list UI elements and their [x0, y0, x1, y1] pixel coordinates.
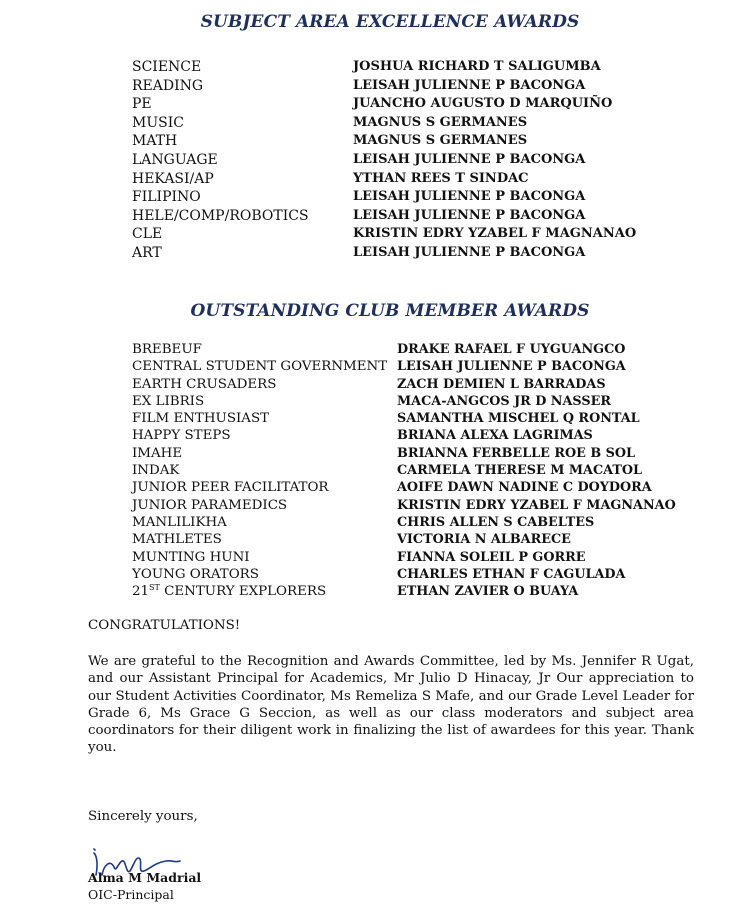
award-category: ART: [132, 244, 162, 261]
award-category: CENTRAL STUDENT GOVERNMENT: [132, 359, 388, 375]
club-awards-list: [132, 341, 732, 600]
award-category: HELE/COMP/ROBOTICS: [132, 207, 309, 224]
award-row: [132, 358, 732, 375]
award-row: [132, 114, 732, 133]
award-category: BREBEUF: [132, 342, 202, 357]
award-row: [132, 497, 732, 514]
awardee-name: FIANNA SOLEIL P GORRE: [397, 549, 586, 565]
closing-text: Sincerely yours,: [88, 809, 198, 824]
award-row: [132, 170, 732, 189]
award-row: [132, 244, 732, 263]
awardee-name: JOSHUA RICHARD T SALIGUMBA: [353, 59, 601, 74]
award-category: SCIENCE: [132, 59, 202, 75]
awardee-name: CARMELA THERESE M MACATOL: [397, 463, 643, 479]
signer-name: Alma M Madrial: [88, 870, 202, 885]
award-row: [132, 151, 732, 170]
award-row: [132, 514, 732, 531]
awardee-name: JUANCHO AUGUSTO D MARQUIÑO: [353, 96, 613, 112]
awardee-name: KRISTIN EDRY YZABEL F MAGNANAO: [353, 226, 637, 242]
award-category: YOUNG ORATORS: [132, 566, 259, 582]
award-category: MATH: [132, 133, 178, 150]
award-row: [132, 95, 732, 114]
awardee-name: AOIFE DAWN NADINE C DOYDORA: [397, 480, 652, 496]
awardee-name: LEISAH JULIENNE P BACONGA: [353, 77, 586, 93]
award-row: [132, 393, 732, 410]
awardee-name: MACA-ANGCOS JR D NASSER: [397, 393, 612, 409]
award-category: IMAHE: [132, 445, 183, 461]
award-row: [132, 445, 732, 462]
award-row: [132, 410, 732, 427]
award-row: [132, 188, 732, 207]
award-category: PE: [132, 96, 152, 113]
awardee-name: CHRIS ALLEN S CABELTES: [397, 514, 595, 530]
award-category: MATHLETES: [132, 532, 222, 548]
awardee-name: MAGNUS S GERMANES: [353, 133, 528, 149]
congratulations-text: CONGRATULATIONS!: [88, 618, 241, 633]
awardee-name: LEISAH JULIENNE P BACONGA: [353, 151, 586, 167]
signer-title: OIC-Principal: [88, 887, 174, 902]
award-category: READING: [132, 77, 204, 94]
award-category: FILM ENTHUSIAST: [132, 411, 270, 427]
award-category: JUNIOR PARAMEDICS: [132, 497, 288, 513]
awardee-name: ETHAN ZAVIER O BUAYA: [397, 584, 579, 600]
award-row: [132, 225, 732, 244]
award-category: MUSIC: [132, 114, 184, 131]
award-row: [132, 77, 732, 96]
award-category: INDAK: [132, 463, 180, 479]
awardee-name: LEISAH JULIENNE P BACONGA: [353, 244, 586, 260]
award-category: MUNTING HUNI: [132, 549, 250, 565]
award-row: [132, 462, 732, 479]
award-category: 21ST CENTURY EXPLORERS: [132, 583, 327, 600]
award-category: EARTH CRUSADERS: [132, 376, 277, 392]
award-category: LANGUAGE: [132, 151, 218, 168]
awardee-name: SAMANTHA MISCHEL Q RONTAL: [397, 411, 640, 427]
awardee-name: VICTORIA N ALBARECE: [397, 532, 571, 548]
award-category: HAPPY STEPS: [132, 428, 231, 444]
award-row: [132, 566, 732, 583]
awardee-name: LEISAH JULIENNE P BACONGA: [353, 207, 586, 223]
award-row: [132, 207, 732, 226]
award-row: [132, 583, 732, 600]
awardee-name: ZACH DEMIEN L BARRADAS: [397, 376, 606, 392]
awardee-name: LEISAH JULIENNE P BACONGA: [397, 359, 626, 375]
award-row: [132, 531, 732, 548]
awardee-name: BRIANNA FERBELLE ROE B SOL: [397, 445, 636, 461]
award-category: FILIPINO: [132, 189, 201, 206]
subject-awards-list: [132, 58, 732, 263]
letter-body: We are grateful to the Recognition and Awards Committee, led by Ms. Jennifer R Ugat, and our Assistant Principal for Academics, Mr Julio D Hinacay, Jr Our appreciation to our Student Activities Coordinator, Ms Remeliza S Mafe, and our Grade Level Leader for Grade 6, Ms Grace G Seccion, as well as our class moderators and subject area coordinators for their diligent work in finalizing the list of awardees for this year. Thank you.: [88, 654, 694, 756]
award-row: [132, 341, 732, 358]
award-category: CLE: [132, 226, 163, 243]
club-awards-heading: OUTSTANDING CLUB MEMBER AWARDS: [190, 301, 590, 321]
subject-awards-heading: SUBJECT AREA EXCELLENCE AWARDS: [200, 12, 580, 32]
awardee-name: LEISAH JULIENNE P BACONGA: [353, 189, 586, 205]
award-row: [132, 58, 732, 77]
award-row: [132, 132, 732, 151]
award-category: EX LIBRIS: [132, 393, 205, 409]
award-category: HEKASI/AP: [132, 170, 214, 187]
award-row: [132, 479, 732, 496]
awardee-name: CHARLES ETHAN F CAGULADA: [397, 566, 626, 582]
awardee-name: YTHAN REES T SINDAC: [353, 170, 529, 186]
award-row: [132, 427, 732, 444]
awardee-name: KRISTIN EDRY YZABEL F MAGNANAO: [397, 497, 676, 513]
awardee-name: DRAKE RAFAEL F UYGUANGCO: [397, 342, 626, 357]
award-row: [132, 549, 732, 566]
award-row: [132, 376, 732, 393]
awardee-name: BRIANA ALEXA LAGRIMAS: [397, 428, 593, 444]
award-category: MANLILIKHA: [132, 514, 227, 530]
awardee-name: MAGNUS S GERMANES: [353, 114, 528, 130]
award-category: JUNIOR PEER FACILITATOR: [132, 480, 329, 496]
